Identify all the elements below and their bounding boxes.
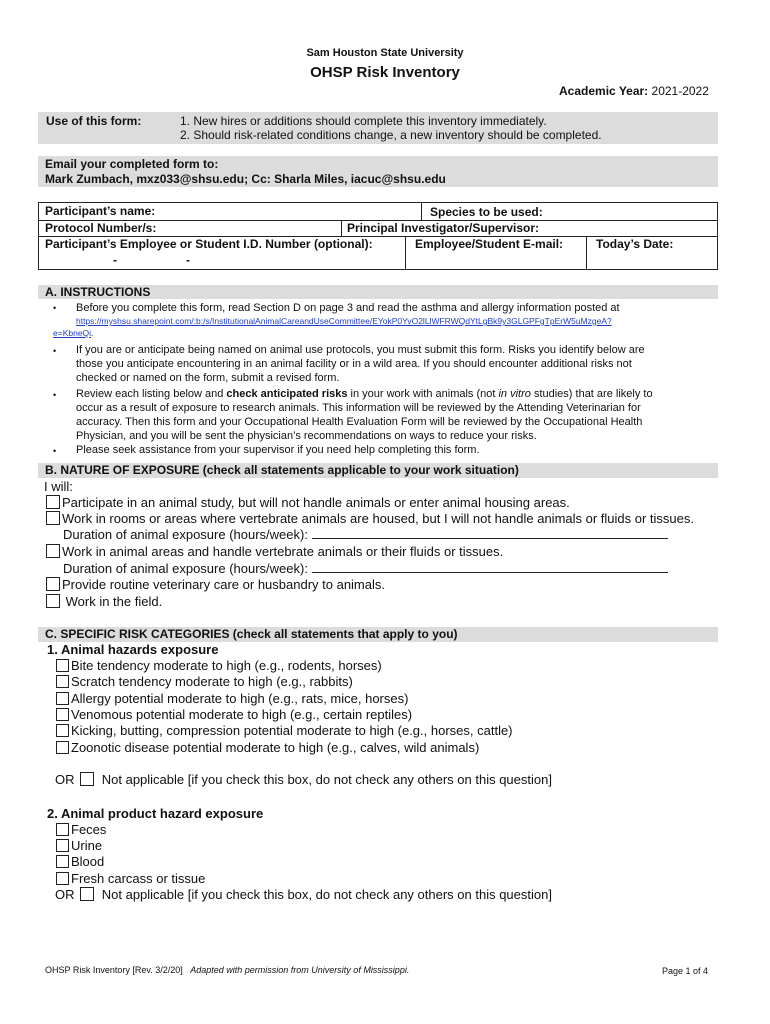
exposure-option-1: Participate in an animal study, but will not handle animals or enter animal housing areas. xyxy=(46,495,570,511)
exposure-checkbox-4[interactable] xyxy=(46,577,60,591)
exposure-option-5: Work in the field. xyxy=(46,594,162,610)
exposure-checkbox-2[interactable] xyxy=(46,511,60,525)
q1-checkbox-5[interactable] xyxy=(56,724,69,737)
exposure-duration-2: Duration of animal exposure (hours/week): xyxy=(63,561,668,577)
instructions-heading: A. INSTRUCTIONS xyxy=(38,285,718,299)
instructions-bullet-2-line3: checked or named on the form, submit a revised form. xyxy=(76,372,340,384)
academic-year-label: Academic Year: xyxy=(559,84,649,98)
q2-item-2: Urine xyxy=(56,838,102,854)
bullet-icon: • xyxy=(53,446,57,456)
exposure-intro: I will: xyxy=(44,479,73,494)
q2-item-1: Feces xyxy=(56,822,106,838)
use-of-form-line2: 2. Should risk-related conditions change, a new inventory should be completed. xyxy=(180,128,602,142)
instructions-bullet-3-line4: Physician, and you will be sent the physician’s recommendations on ways to reduce your risks. xyxy=(76,430,537,442)
q2-item-3: Blood xyxy=(56,854,104,870)
bullet-icon: • xyxy=(53,390,57,400)
participant-table xyxy=(38,202,718,270)
exposure-checkbox-1[interactable] xyxy=(46,495,60,509)
q1-not-applicable: OR Not applicable [if you check this box, do not check any others on this question] xyxy=(55,772,552,787)
q1-item-2: Scratch tendency moderate to high (e.g., rabbits) xyxy=(56,674,353,690)
exposure-option-3: Work in animal areas and handle vertebrate animals or their fluids or tissues. xyxy=(46,544,503,560)
use-of-form-section xyxy=(38,112,718,144)
q1-na-checkbox[interactable] xyxy=(80,772,94,786)
species-label: Species to be used: xyxy=(430,205,543,219)
q1-checkbox-6[interactable] xyxy=(56,741,69,754)
email-field-label: Employee/Student E-mail: xyxy=(415,237,564,251)
q1-checkbox-1[interactable] xyxy=(56,659,69,672)
use-of-form-label: Use of this form: xyxy=(46,114,142,128)
q1-item-5: Kicking, butting, compression potential moderate to high (e.g., horses, cattle) xyxy=(56,723,513,739)
instructions-bullet-1: Before you complete this form, read Section D on page 3 and read the asthma and allergy information posted at xyxy=(76,302,620,314)
exposure-duration-1: Duration of animal exposure (hours/week): xyxy=(63,527,668,543)
academic-year xyxy=(559,84,709,98)
exposure-heading: B. NATURE OF EXPOSURE (check all statements applicable to your work situation) xyxy=(38,463,718,478)
exposure-checkbox-5[interactable] xyxy=(46,594,60,608)
q1-item-6: Zoonotic disease potential moderate to high (e.g., calves, wild animals) xyxy=(56,740,479,756)
page-title: OHSP Risk Inventory xyxy=(310,64,460,81)
footer-adapted: Adapted with permission from University of Mississippi. xyxy=(190,965,410,975)
footer-left xyxy=(45,965,409,975)
use-of-form-line1: 1. New hires or additions should complete this inventory immediately. xyxy=(180,114,547,128)
allergy-info-link-cont[interactable]: e=KbneQi. xyxy=(53,328,94,338)
q1-checkbox-3[interactable] xyxy=(56,692,69,705)
instructions-bullet-2-line1: If you are or anticipate being named on animal use protocols, you must submit this form. Risks you identify below are xyxy=(76,344,645,356)
bullet-icon: • xyxy=(53,303,57,313)
todays-date-label: Today’s Date: xyxy=(596,237,674,251)
q2-title: 2. Animal product hazard exposure xyxy=(47,806,264,821)
participant-name-label: Participant’s name: xyxy=(45,204,156,218)
q2-not-applicable: OR Not applicable [if you check this box, do not check any others on this question] xyxy=(55,887,552,902)
exposure-checkbox-3[interactable] xyxy=(46,544,60,558)
q2-checkbox-2[interactable] xyxy=(56,839,69,852)
q1-item-4: Venomous potential moderate to high (e.g., certain reptiles) xyxy=(56,707,412,723)
instructions-bullet-2-line2: those you anticipate encountering in an animal facility or in a wild area. If you should encounter additional risks not xyxy=(76,358,632,370)
q2-item-4: Fresh carcass or tissue xyxy=(56,871,205,887)
q1-title: 1. Animal hazards exposure xyxy=(47,642,219,657)
pi-label: Principal Investigator/Supervisor: xyxy=(347,221,540,235)
id-dash-1: - xyxy=(113,253,117,267)
exposure-option-4: Provide routine veterinary care or husbandry to animals. xyxy=(46,577,385,593)
email-line2: Mark Zumbach, mxz033@shsu.edu; Cc: Sharla Miles, iacuc@shsu.edu xyxy=(45,172,446,186)
email-line1: Email your completed form to: xyxy=(45,157,219,171)
instructions-bullet-3-line1: Review each listing below and check anticipated risks in your work with animals (not in vitro studies) that are likely to xyxy=(76,388,653,400)
instructions-bullet-3-line3: accuracy. Then this form and your Occupational Health Evaluation Form will be reviewed by the Occupational Health xyxy=(76,416,643,428)
allergy-info-link-end[interactable]: e=KbneQi xyxy=(53,328,92,338)
q2-na-checkbox[interactable] xyxy=(80,887,94,901)
employee-id-label: Participant’s Employee or Student I.D. Number (optional): xyxy=(45,237,373,251)
page-number: Page 1 of 4 xyxy=(662,966,709,976)
duration-input-2[interactable] xyxy=(312,561,668,573)
instructions-bullet-4: Please seek assistance from your supervisor if you need help completing this form. xyxy=(76,444,480,456)
instructions-bullet-3-line2: occur as a result of exposure to research animals. This information will be reviewed by the Attending Veterinarian for xyxy=(76,402,641,414)
email-section xyxy=(38,156,718,187)
q2-checkbox-4[interactable] xyxy=(56,872,69,885)
duration-input-1[interactable] xyxy=(312,527,668,539)
bullet-icon: • xyxy=(53,346,57,356)
footer-revision: OHSP Risk Inventory [Rev. 3/2/20] xyxy=(45,965,183,975)
allergy-info-link[interactable]: https://myshsu.sharepoint.com/:b:/s/InstitutionalAnimalCareandUseCommittee/EYokP0YvO2lLlWFRWQdYtLgBk9y3GLGPFgTpErW5uMzgeA? xyxy=(76,316,612,326)
id-dash-2: - xyxy=(186,253,190,267)
protocol-number-label: Protocol Number/s: xyxy=(45,221,157,235)
q1-item-3: Allergy potential moderate to high (e.g., rats, mice, horses) xyxy=(56,691,408,707)
academic-year-value: 2021-2022 xyxy=(651,84,709,98)
q1-item-1: Bite tendency moderate to high (e.g., rodents, horses) xyxy=(56,658,382,674)
q1-checkbox-2[interactable] xyxy=(56,675,69,688)
q2-checkbox-1[interactable] xyxy=(56,823,69,836)
university-name: Sam Houston State University xyxy=(306,47,464,59)
exposure-option-2: Work in rooms or areas where vertebrate animals are housed, but I will not handle animals or fluids or tissues. xyxy=(46,511,694,527)
specific-heading: C. SPECIFIC RISK CATEGORIES (check all statements that apply to you) xyxy=(38,627,718,642)
q1-checkbox-4[interactable] xyxy=(56,708,69,721)
q2-checkbox-3[interactable] xyxy=(56,855,69,868)
